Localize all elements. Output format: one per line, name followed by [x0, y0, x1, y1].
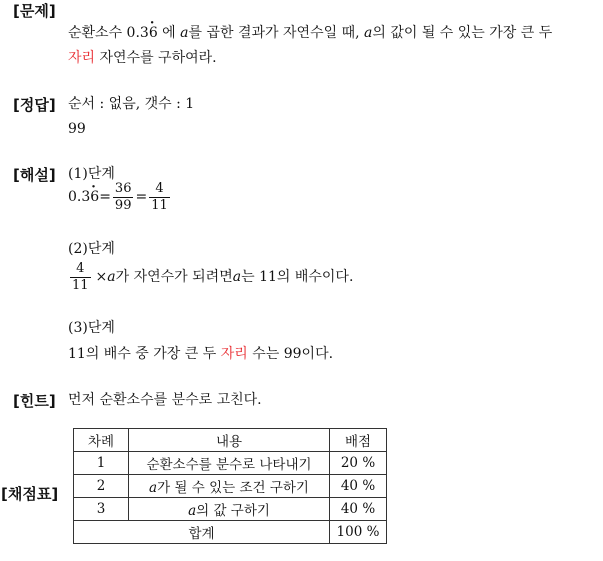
- header-points: 배점: [330, 429, 387, 452]
- total-label: 합계: [74, 521, 330, 544]
- answer-tag: [정답]: [13, 96, 56, 114]
- problem-line-2: 자리 자연수를 구하여라.: [68, 50, 217, 66]
- highlight-text: 자리: [68, 50, 96, 66]
- step2-title: (2)단계: [68, 241, 115, 257]
- hint-tag: [힌트]: [13, 392, 56, 410]
- fraction-4-11-b: $\frac{4}{11}$: [72, 260, 89, 293]
- answer-line-1: 순서 : 없음, 갯수 : 1: [68, 96, 195, 112]
- total-points: 100 %: [330, 521, 387, 544]
- header-order: 차례: [74, 429, 129, 452]
- step3-text: 11의 배수 중 가장 큰 두 자리 수는 99이다.: [68, 346, 334, 362]
- fraction-36-99: $\frac{36}{99}$: [114, 180, 132, 213]
- step3-title: (3)단계: [68, 320, 115, 336]
- step2-text: $\frac{4}{11}$ × a 가 자연수가 되려면 a 는 11의 배수이다.: [72, 260, 354, 293]
- table-row: 3 a의 값 구하기 40 %: [74, 498, 387, 521]
- problem-tag: [문제]: [13, 2, 56, 20]
- fraction-4-11: $\frac{4}{11}$: [151, 180, 168, 213]
- table-row: 2 a가 될 수 있는 조건 구하기 40 %: [74, 475, 387, 498]
- repeating-dot-digit: · 6: [149, 24, 158, 42]
- table-total-row: [74, 521, 387, 544]
- hint-text: 먼저 순환소수를 분수로 고친다.: [68, 392, 262, 408]
- header-content: 내용: [129, 429, 330, 452]
- scoring-tag: [채점표]: [1, 485, 59, 503]
- step1-equation: 0.3 · 6 = $\frac{36}{99}$ = $\frac{4}{11}$: [68, 180, 172, 214]
- answer-value: 99: [68, 121, 86, 137]
- step1-title: (1)단계: [68, 166, 115, 182]
- scoring-table: [73, 428, 387, 544]
- highlight-text: 자리: [220, 346, 248, 362]
- table-header-row: [74, 429, 387, 452]
- solution-tag: [해설]: [13, 166, 56, 184]
- problem-line-1: 순환소수 0.3· 6 에 a를 곱한 결과가 자연수일 때, a의 값이 될 수 있는 가장 큰 두: [68, 24, 552, 42]
- table-row: 1 순환소수를 분수로 나타내기 20 %: [74, 452, 387, 475]
